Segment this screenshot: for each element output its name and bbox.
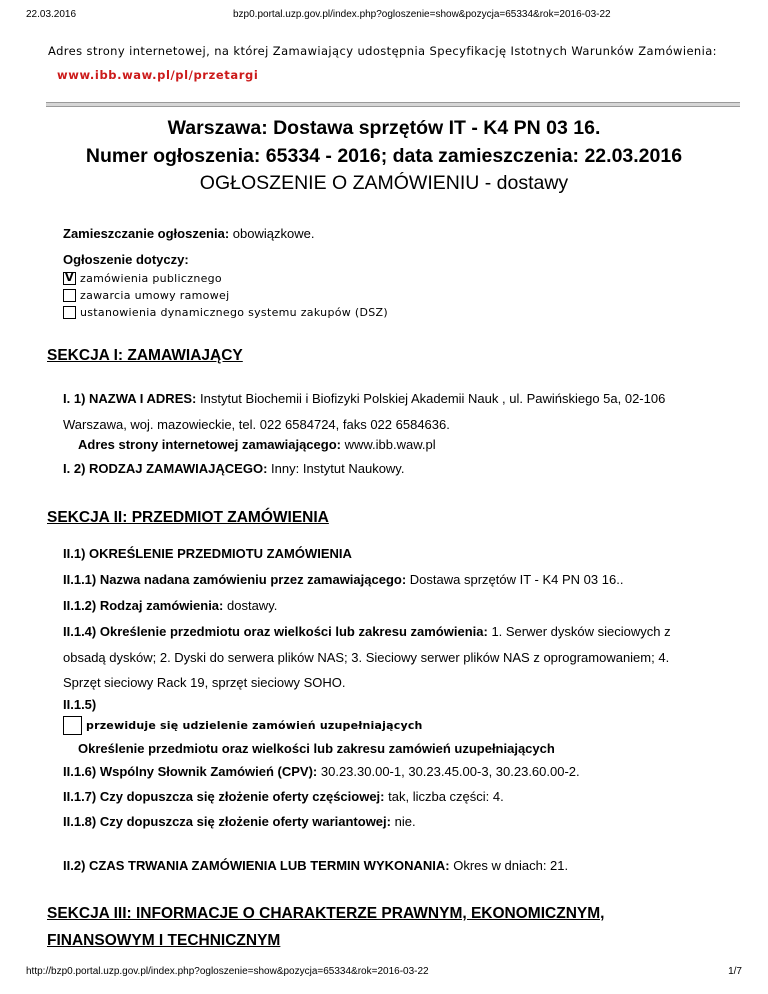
notice-number: Numer ogłoszenia: 65334 - 2016; data zamieszczenia: 22.03.2016 [85, 145, 683, 167]
ii-1-4: II.1.4) Określenie przedmiotu oraz wielkości lub zakresu zamówienia: 1. Serwer dysków sieciowych z [63, 624, 671, 639]
publication-mode-value: obowiązkowe. [232, 226, 315, 241]
section-3-heading-cont: FINANSOWYM I TECHNICZNYM [47, 932, 281, 949]
contracting-authority-type: I. 2) RODZAJ ZAMAWIAJĄCEGO: Inny: Instytut Naukowy. [63, 461, 405, 476]
ii-1-5: II.1.5) [63, 697, 97, 712]
siwz-intro-text: Adres strony internetowej, na której Zamawiający udostępnia Specyfikację Istotnych Warunków Zamówienia: [48, 44, 717, 58]
siwz-link[interactable]: www.ibb.waw.pl/pl/przetargi [57, 68, 259, 82]
footer-url: http://bzp0.portal.uzp.gov.pl/index.php?ogloszenie=show&pozycja=65334&rok=2016-03-22 [26, 966, 429, 977]
notice-title: Warszawa: Dostawa sprzętów IT - K4 PN 03 16. [167, 117, 601, 139]
ii-1-8: II.1.8) Czy dopuszcza się złożenie oferty wariantowej: nie. [63, 814, 416, 829]
ii-1-heading: II.1) OKREŚLENIE PRZEDMIOTU ZAMÓWIENIA [63, 546, 352, 561]
section-1-name-address: I. 1) NAZWA I ADRES: Instytut Biochemii i Biofizyki Polskiej Akademii Nauk , ul. Pawińskiego 5a, 02-106 [63, 391, 666, 406]
publication-mode [63, 226, 314, 241]
section-2-heading: SEKCJA II: PRZEDMIOT ZAMÓWIENIA [47, 509, 329, 526]
publication-mode-label: Zamieszczanie ogłoszenia: [63, 226, 230, 241]
ii-1-2: II.1.2) Rodzaj zamówienia: dostawy. [63, 598, 278, 613]
print-url: bzp0.portal.uzp.gov.pl/index.php?ogloszenie=show&pozycja=65334&rok=2016-03-22 [233, 9, 611, 20]
ii-2-duration: II.2) CZAS TRWANIA ZAMÓWIENIA LUB TERMIN WYKONANIA: Okres w dniach: 21. [63, 858, 569, 873]
option-label: zamówienia publicznego [80, 271, 222, 285]
ii-1-4-cont-2: Sprzęt sieciowy Rack 19, sprzęt sieciowy SOHO. [63, 675, 346, 690]
page-number: 1/7 [728, 966, 742, 977]
ii-1-6-cpv: II.1.6) Wspólny Słownik Zamówień (CPV): 30.23.30.00-1, 30.23.45.00-3, 30.23.60.00-2. [63, 764, 580, 779]
option-framework-agreement [63, 288, 229, 302]
supplementary-orders-scope: Określenie przedmiotu oraz wielkości lub zakresu zamówień uzupełniających [78, 741, 555, 756]
ii-1-4-cont-1: obsadą dysków; 2. Dyski do serwera plików NAS; 3. Sieciowy serwer plików NAS z oprogramowaniem; 4. [63, 650, 670, 665]
section-1-name-address-cont: Warszawa, woj. mazowieckie, tel. 022 6584724, faks 022 6584636. [63, 417, 450, 432]
horizontal-divider [46, 102, 740, 107]
section-1-heading: SEKCJA I: ZAMAWIAJĄCY [47, 347, 243, 364]
option-dsz [63, 305, 388, 319]
option-label: przewiduje się udzielenie zamówień uzupełniających [86, 719, 423, 732]
supplementary-orders-option [63, 716, 423, 735]
ii-1-7: II.1.7) Czy dopuszcza się złożenie oferty częściowej: tak, liczba części: 4. [63, 789, 504, 804]
notice-concerns-label: Ogłoszenie dotyczy: [63, 252, 189, 267]
option-public-procurement [63, 271, 222, 285]
checkbox-unchecked [63, 306, 76, 319]
contracting-authority-website: Adres strony internetowej zamawiającego: www.ibb.waw.pl [78, 437, 436, 452]
option-label: zawarcia umowy ramowej [80, 288, 230, 302]
ii-1-1: II.1.1) Nazwa nadana zamówieniu przez zamawiającego: Dostawa sprzętów IT - K4 PN 03 16.. [63, 572, 624, 587]
option-label: ustanowienia dynamicznego systemu zakupów (DSZ) [80, 305, 388, 319]
checkbox-unchecked [63, 289, 76, 302]
section-3-heading: SEKCJA III: INFORMACJE O CHARAKTERZE PRAWNYM, EKONOMICZNYM, [47, 905, 605, 922]
checkbox-unchecked [63, 716, 82, 735]
notice-type: OGŁOSZENIE O ZAMÓWIENIU - dostawy [199, 172, 569, 194]
checkbox-checked [63, 272, 76, 285]
print-date: 22.03.2016 [26, 9, 77, 20]
